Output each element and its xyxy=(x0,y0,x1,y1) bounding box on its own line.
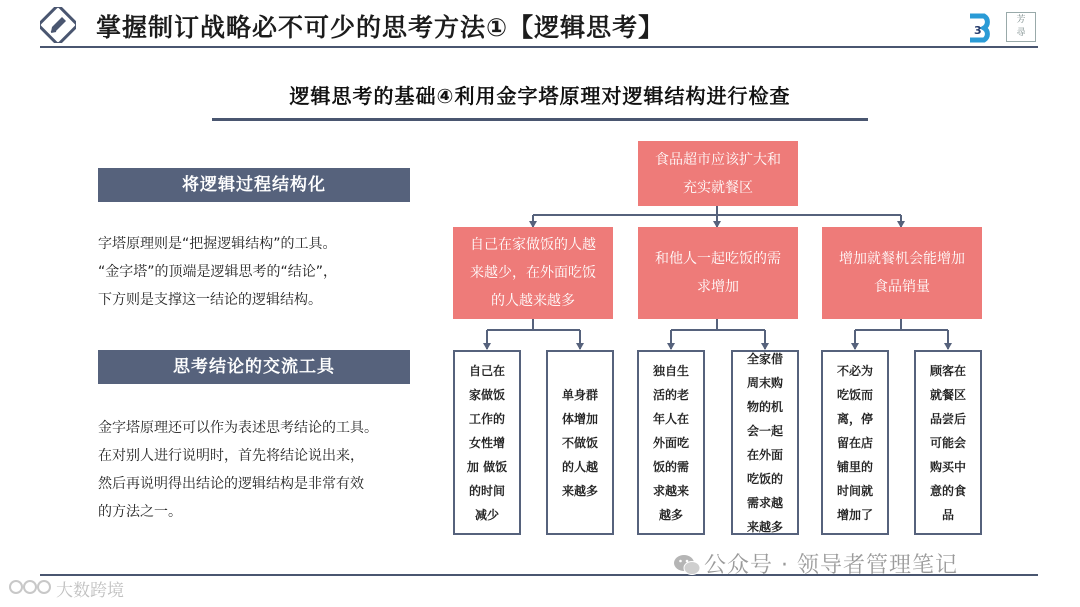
tree-leaf-node: 自己在 家做饭 工作的 女性增 加 做饭 的时间 减少 xyxy=(453,350,521,535)
header-divider xyxy=(40,46,1038,48)
logo-stamp: 芳 尋 xyxy=(1006,12,1036,42)
pencil-icon xyxy=(40,7,76,43)
wechat-watermark: 公众号 · 领导者管理笔记 xyxy=(704,553,958,578)
text-line: 在对别人进行说明时，首先将结论说出来， xyxy=(98,448,364,464)
tree-branch-node-3: 增加就餐机会能增加 食品销量 xyxy=(822,227,982,319)
section-heading-communication: 思考结论的交流工具 xyxy=(98,350,410,384)
text-line: 的方法之一。 xyxy=(98,504,182,520)
subtitle-divider xyxy=(212,118,868,121)
section-text-structure xyxy=(98,230,428,314)
tree-branch-node-1: 自己在家做饭的人越 来越少，在外面吃饭 的人越来越多 xyxy=(453,227,613,319)
section-heading-structure: 将逻辑过程结构化 xyxy=(98,168,410,202)
tree-branch-node-2: 和他人一起吃饭的需 求增加 xyxy=(638,227,798,319)
tree-leaf-node: 全家借 周末购 物的机 会一起 在外面 吃饭的 需求越 来越多 xyxy=(731,350,799,535)
tree-leaf-node: 独自生 活的老 年人在 外面吃 饭的需 求越来 越多 xyxy=(637,350,705,535)
brand-watermark: 大数跨境 xyxy=(56,581,124,601)
logo-letter: 3 xyxy=(974,24,982,37)
wechat-icon xyxy=(673,553,701,577)
slide-subtitle: 逻辑思考的基础④利用金字塔原理对逻辑结构进行检查 xyxy=(289,84,791,108)
text-line: 然后再说明得出结论的逻辑结构是非常有效 xyxy=(98,476,364,492)
text-line: 下方则是支撑这一结论的逻辑结构。 xyxy=(98,292,322,308)
section-text-communication xyxy=(98,414,428,526)
text-line: 字塔原理则是“把握逻辑结构”的工具。 xyxy=(98,236,337,252)
page-title: 掌握制订战略必不可少的思考方法①【逻辑思考】 xyxy=(96,13,665,42)
tree-root-node: 食品超市应该扩大和 充实就餐区 xyxy=(638,141,798,206)
text-line: “金字塔”的顶端是逻辑思考的“结论”， xyxy=(98,264,338,280)
tree-leaf-node: 单身群 体增加 不做饭 的人越 来越多 xyxy=(546,350,614,535)
text-line: 金字塔原理还可以作为表述思考结论的工具。 xyxy=(98,420,378,436)
brand-watermark-icon xyxy=(8,576,54,598)
tree-leaf-node: 不必为 吃饭而 离，停 留在店 铺里的 时间就 增加了 xyxy=(821,350,889,535)
tree-leaf-node: 顾客在 就餐区 品尝后 可能会 购买中 意的食 品 xyxy=(914,350,982,535)
